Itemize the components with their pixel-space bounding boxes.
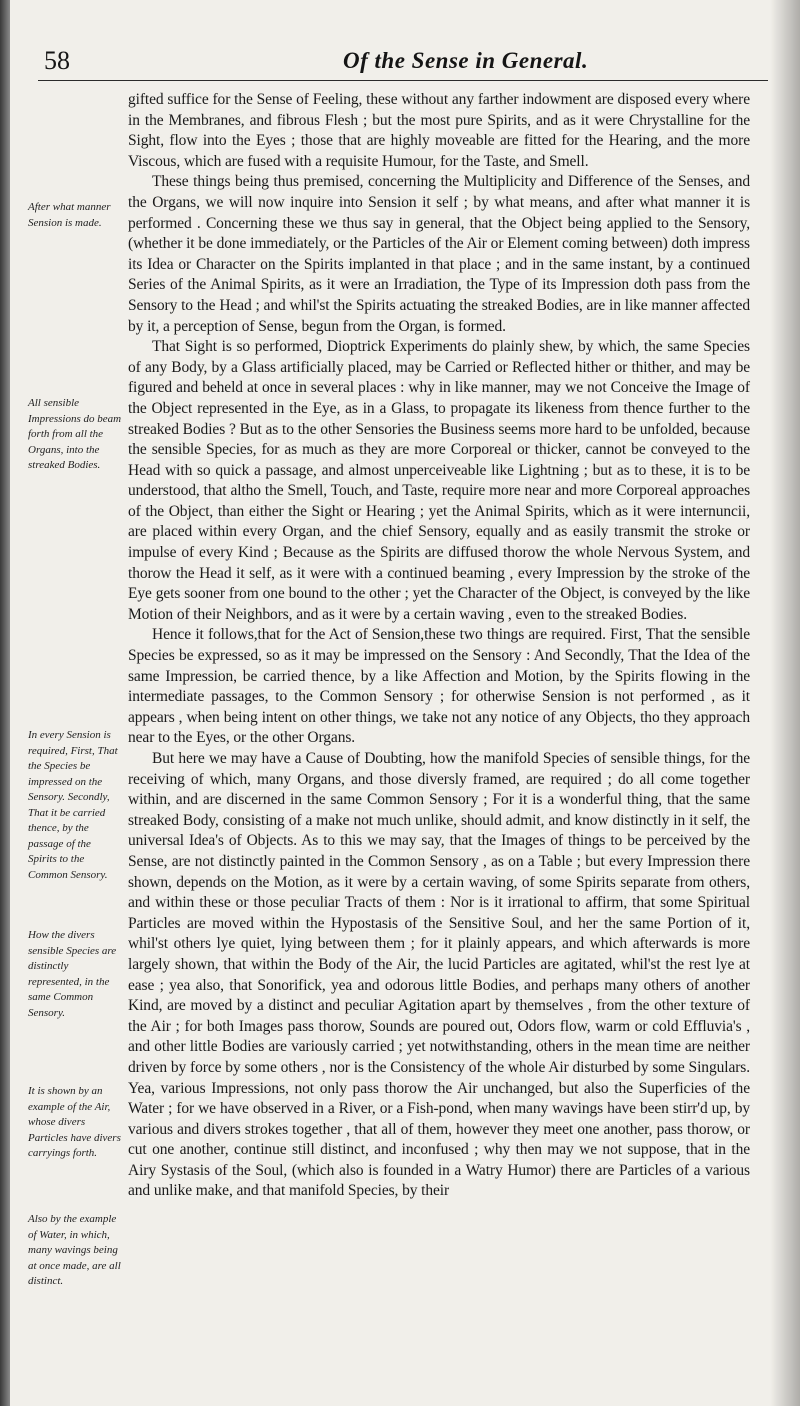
paragraph: These things being thus premised, concerning the Multiplicity and Difference of the Senses, and the Organs, we will now inquire into Sension it self ; by what means, and after what manner it is performed . Concerning these we thus say in general, that the Object being applied to the Sensory, (whether it be done immediately, or the Particles of the Air or Element coming between) doth impress its Idea or Character on the Spirits implanted in that place ; and in the same instant, by a continued Series of the Animal Spirits, as it were an Irradiation, the Type of its Impression doth pass from the Sensory to the Head ; and whil'st the Spirits actuating the streaked Bodies, are in like manner affected by it, a perception of Sense, begun from the Organ, is formed.	[128, 173, 750, 335]
book-page	[10, 0, 800, 1406]
margin-note: In every Sension is required, First, That the Species be impressed on the Sensory. Secondly, That it be carried thence, by the passage of the Spirits to the Common Sensory.	[28, 729, 118, 881]
header-rule	[38, 80, 768, 81]
paragraph: That Sight is so performed, Dioptrick Experiments do plainly shew, by which, the same Species of any Body, by a Glass artificially placed, may be Carried or Reflected hither or thither, and may be figured and beheld at once in several places : why in like manner, may we not Conceive the Image of the Object represented in the Eye, as in a Glass, to propagate its likeness from thence further to the streaked Bodies ? But as to the other Sensories the Business seems more hard to be unfolded, because the sensible Species, for as much as they are more Corporeal or thicker, cannot be conveyed to the Head with so quick a passage, and almost unperceiveable like Lightning ; but as to these, it is to be understood, that altho the Smell, Touch, and Taste, require more near and more Corporeal approaches of the Object, than either the Sight or Hearing ; yet the Animal Spirits, which as it were internuncii, are placed within every Organ, and the chief Sensory, equally and as easily transmit the stroke or impulse of every Kind ; Because as the Spirits are diffused thorow the whole Nervous System, and thorow the Head it self, as it were with a continued beaming , every Impression by the stroke of the Eye gets sooner from one bound to the other ; yet the Character of the Object, is conveyed by the like Motion of their Neighbors, and as it were by a certain waving , even to the streaked Bodies.	[128, 338, 750, 623]
paragraph: But here we may have a Cause of Doubting, how the manifold Species of sensible things, for the receiving of which, many Organs, and those diversly framed, are required ; do all come together within, and are discerned in the same Common Sensory ; For it is a wonderful thing, that the same streaked Body, consisting of a make not much unlike, should admit, and know distinctly in it self, the universal Idea's of Objects. As to this we may say, that the Images of things to be perceived by the Sense, are not distinctly painted in the Common Sensory , as on a Table ; but every Impression there shown, depends on the Motion, as it were by a certain waving, of some Spirits separate from others, and within these or those peculiar Tracts of them : Nor is it irrational to affirm, that some Spiritual Particles are moved within the Hypostasis of the Sensitive Soul, and her the same Portion of it, whil'st others lye quiet, lying between them ; for it plainly appears, and which afterwards is more largely shown, that within the Body of the Air, the lucid Particles are agitated, whil'st the rest lye at ease ; yea also, that Sonorifick, yea and odorous little Bodies, and perhaps many others of another Kind, are moved by a distinct and peculiar Agitation apart by themselves , from the other texture of the Air ; for both Images pass thorow, Sounds are poured out, Odors flow, warm or cold Effluvia's , and other little Bodies are variously carried ; yet notwithstanding, others in the mean time are neither driven by force by some others , nor is the Consistency of the whole Air disturbed by some Singulars. Yea, various Impressions, not only pass thorow the Air unchanged, but also the Superficies of the Water ; for we have observed in a River, or a Fish-pond, when many wavings have been stirr'd up, by various and divers strokes together , that all of them, however they meet one another, pass thorow, or cut one another, continue still distinct, and inconfused ; why then may we not suppose, that in the Airy Systasis of the Soul, (which also is founded in a Watry Humor) there are Particles of a various and unlike make, and that manifold Species, by their	[128, 750, 750, 1200]
page-shadow	[770, 0, 800, 1406]
paragraph: gifted suffice for the Sense of Feeling, these without any farther indowment are disposed every where in the Membranes, and fibrous Flesh ; but the most pure Spirits, and as it were Chrystalline for the Sight, flow into the Eyes ; those that are highly moveable are fitted for the Hearing, and the more Viscous, which are fused with a requisite Humour, for the Taste, and Smell.	[128, 91, 750, 170]
margin-note: All sensible Impressions do beam forth from all the Organs, into the streaked Bodies.	[28, 397, 122, 471]
page-header	[38, 46, 768, 86]
main-text	[128, 90, 750, 1202]
margin-note: Also by the example of Water, in which, many wavings being at once made, are all distinct.	[28, 1213, 121, 1287]
running-head: Of the Sense in General.	[343, 48, 589, 73]
page-number: 58	[44, 46, 70, 75]
margin-note: It is shown by an example of the Air, whose divers Particles have divers carryings forth.	[28, 1085, 121, 1159]
margin-note: How the divers sensible Species are distinctly represented, in the same Common Sensory.	[28, 929, 117, 1019]
margin-note: After what manner Sension is made.	[28, 201, 111, 229]
paragraph: Hence it follows,that for the Act of Sension,these two things are required. First, That the sensible Species be expressed, so as it may be impressed on the Sensory : And Secondly, That the Idea of the same Impression, be carried thence, by a like Affection and Motion, by the Spirits flowing in the intermediate passages, to the Common Sensory ; for otherwise Sension is not performed , as it appears , when being intent on other things, we take not any notice of any Objects, tho they approach near to the Eyes, or the other Organs.	[128, 626, 750, 747]
